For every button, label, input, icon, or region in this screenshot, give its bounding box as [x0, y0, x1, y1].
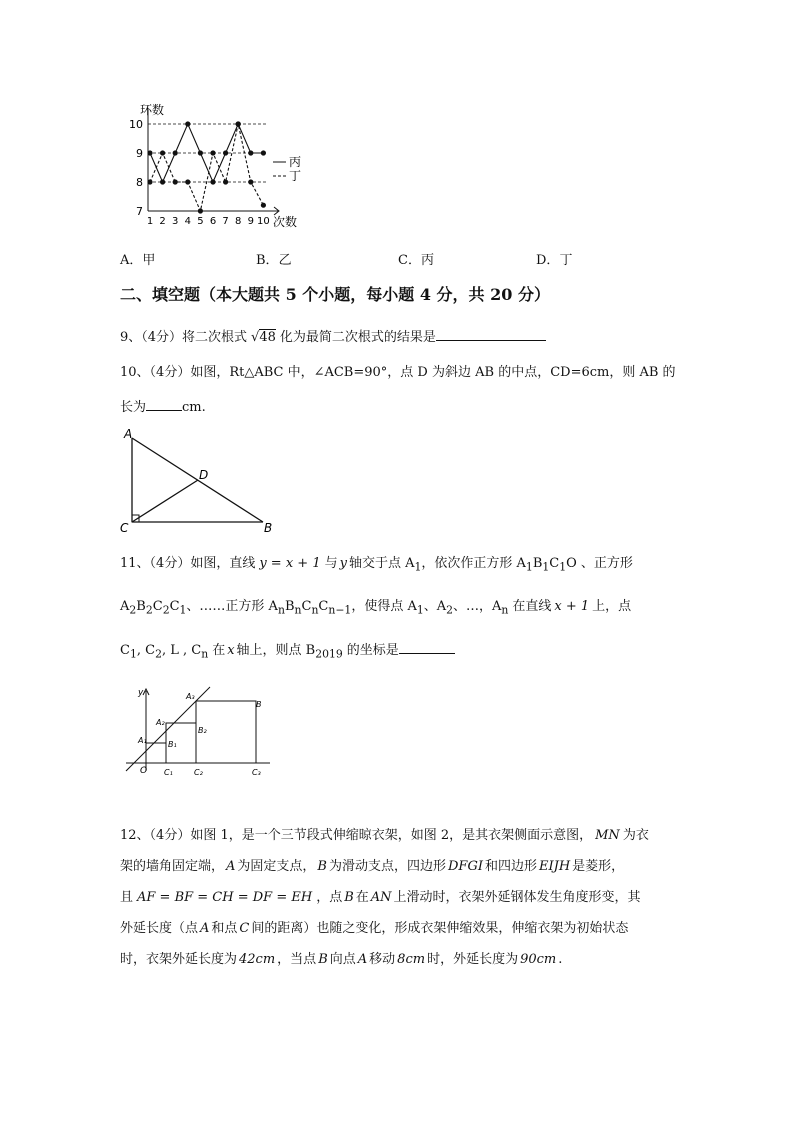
answer-blank-9 — [436, 326, 546, 341]
y-tick-label-10: 10 — [129, 118, 143, 131]
series-ding-point-10 — [261, 203, 266, 208]
series-bing-point-10 — [261, 150, 266, 155]
y-tick-label-7: 7 — [136, 205, 143, 218]
series-bing-point-2 — [160, 179, 165, 184]
question-9: 9、（4分）将二次根式 √48 化为最简二次根式的结果是 — [120, 326, 546, 348]
section-heading: 二、填空题（本大题共 5 个小题，每小题 4 分，共 20 分） — [120, 285, 550, 304]
x-tick-label-8: 8 — [235, 216, 242, 227]
sqrt-expression: √48 — [251, 330, 276, 345]
series-ding-point-7 — [223, 179, 228, 184]
question-12-line4: 外延长度（点 A 和点 C 间的距离）也随之变化，形成衣架伸缩效果，伸缩衣架为初始状态 — [120, 921, 629, 936]
x-tick-label-1: 1 — [146, 216, 154, 227]
squares-figure — [118, 683, 278, 783]
series-bing-point-4 — [185, 121, 190, 126]
series-ding-point-8 — [236, 121, 241, 126]
score-line-chart — [118, 98, 318, 232]
label-c: C — [120, 521, 129, 535]
option-b: B．乙 — [256, 253, 292, 268]
option-a: A．甲 — [120, 253, 156, 268]
fig11-c2: C₂ — [194, 768, 203, 777]
legend-label-bing: 丙 — [289, 155, 302, 169]
fig11-c1: C₁ — [164, 768, 173, 777]
fig11-a3: A₃ — [186, 692, 195, 701]
label-a: A — [124, 427, 133, 441]
series-ding-point-4 — [185, 179, 190, 184]
option-d: D．丁 — [536, 253, 573, 268]
fig11-y: y — [138, 688, 144, 698]
y-axis-label: 环数 — [140, 103, 165, 117]
series-ding-point-5 — [198, 208, 203, 213]
series-ding-point-9 — [248, 179, 253, 184]
fig11-b: B — [256, 700, 262, 709]
question-12-line2: 架的墙角固定端， A 为固定支点， B 为滑动支点，四边形 DFGI 和四边形 EIJH 是菱形， — [120, 859, 625, 874]
triangle-figure — [118, 424, 278, 536]
x-tick-label-10: 10 — [257, 216, 270, 227]
question-12-line5: 时，衣架外延长度为 42cm ，当点 B 向点 A 移动 8cm 时，外延长度为 90cm . — [120, 952, 563, 967]
series-ding-point-3 — [173, 179, 178, 184]
x-tick-label-3: 3 — [172, 216, 179, 227]
question-10-line2: 长为 cm. — [120, 396, 206, 418]
series-ding-point-2 — [160, 150, 165, 155]
y-tick-label-9: 9 — [136, 147, 143, 160]
x-tick-label-2: 2 — [159, 216, 166, 227]
x-axis-label: 次数 — [273, 215, 298, 229]
x-tick-label-9: 9 — [247, 216, 254, 227]
series-ding-point-1 — [147, 179, 152, 184]
fig11-a2: A₂ — [156, 718, 165, 727]
series-bing-point-7 — [223, 150, 228, 155]
series-bing-point-1 — [147, 150, 152, 155]
fig11-b2: B₂ — [198, 726, 207, 735]
label-d: D — [199, 468, 209, 482]
fig11-o: O — [140, 766, 148, 776]
answer-blank-10 — [146, 396, 182, 411]
question-12-line1: 12、（4分）如图 1，是一个三节段式伸缩晾衣架，如图 2，是其衣架侧面示意图， MN 为衣 — [120, 828, 649, 843]
fig11-b1: B₁ — [168, 740, 177, 749]
x-tick-label-5: 5 — [197, 216, 204, 227]
question-10-line1: 10、（4分）如图，Rt△ABC 中，∠ACB=90°，点 D 为斜边 AB 的中点，CD=6cm，则 AB 的 — [120, 365, 676, 380]
y-tick-label-8: 8 — [136, 176, 143, 189]
fig11-c3: C₃ — [252, 768, 261, 777]
question-11-line3: $C_1$, $C_2$, L , $C_n$ 在 x 轴上，则点 $B_{2019}$ 的坐标是 — [120, 639, 455, 665]
question-12-line3: 且 AF = BF = CH = DF = EH ，点 B 在 AN 上滑动时，衣架外延钢体发生角度形变，其 — [120, 890, 641, 905]
series-line-bing — [150, 124, 263, 182]
x-tick-label-6: 6 — [209, 216, 217, 227]
fig11-a1: A₁ — [138, 736, 147, 745]
series-bing-point-5 — [198, 150, 203, 155]
legend-label-ding: 丁 — [289, 169, 302, 183]
option-c: C．丙 — [398, 253, 434, 268]
x-tick-label-4: 4 — [184, 216, 191, 227]
series-bing-point-9 — [248, 150, 253, 155]
label-b: B — [264, 521, 273, 535]
question-11-line2: $A_2B_2C_2C_1$、……正方形 $A_nB_nC_nC_{n-1}$，使得点 $A_1$、$A_2$、…，$A_n$ 在直线 x + 1 上，点 — [120, 599, 632, 617]
question-11-line1: 11、（4分）如图，直线 y = x + 1 与 y 轴交于点 $A_1$，依次作正方形 $A_1B_1C_1O$ 、正方形 — [120, 556, 633, 574]
series-bing-point-6 — [210, 179, 215, 184]
x-tick-label-7: 7 — [222, 216, 229, 227]
series-bing-point-3 — [173, 150, 178, 155]
answer-blank-11 — [399, 639, 455, 654]
series-ding-point-6 — [210, 150, 215, 155]
